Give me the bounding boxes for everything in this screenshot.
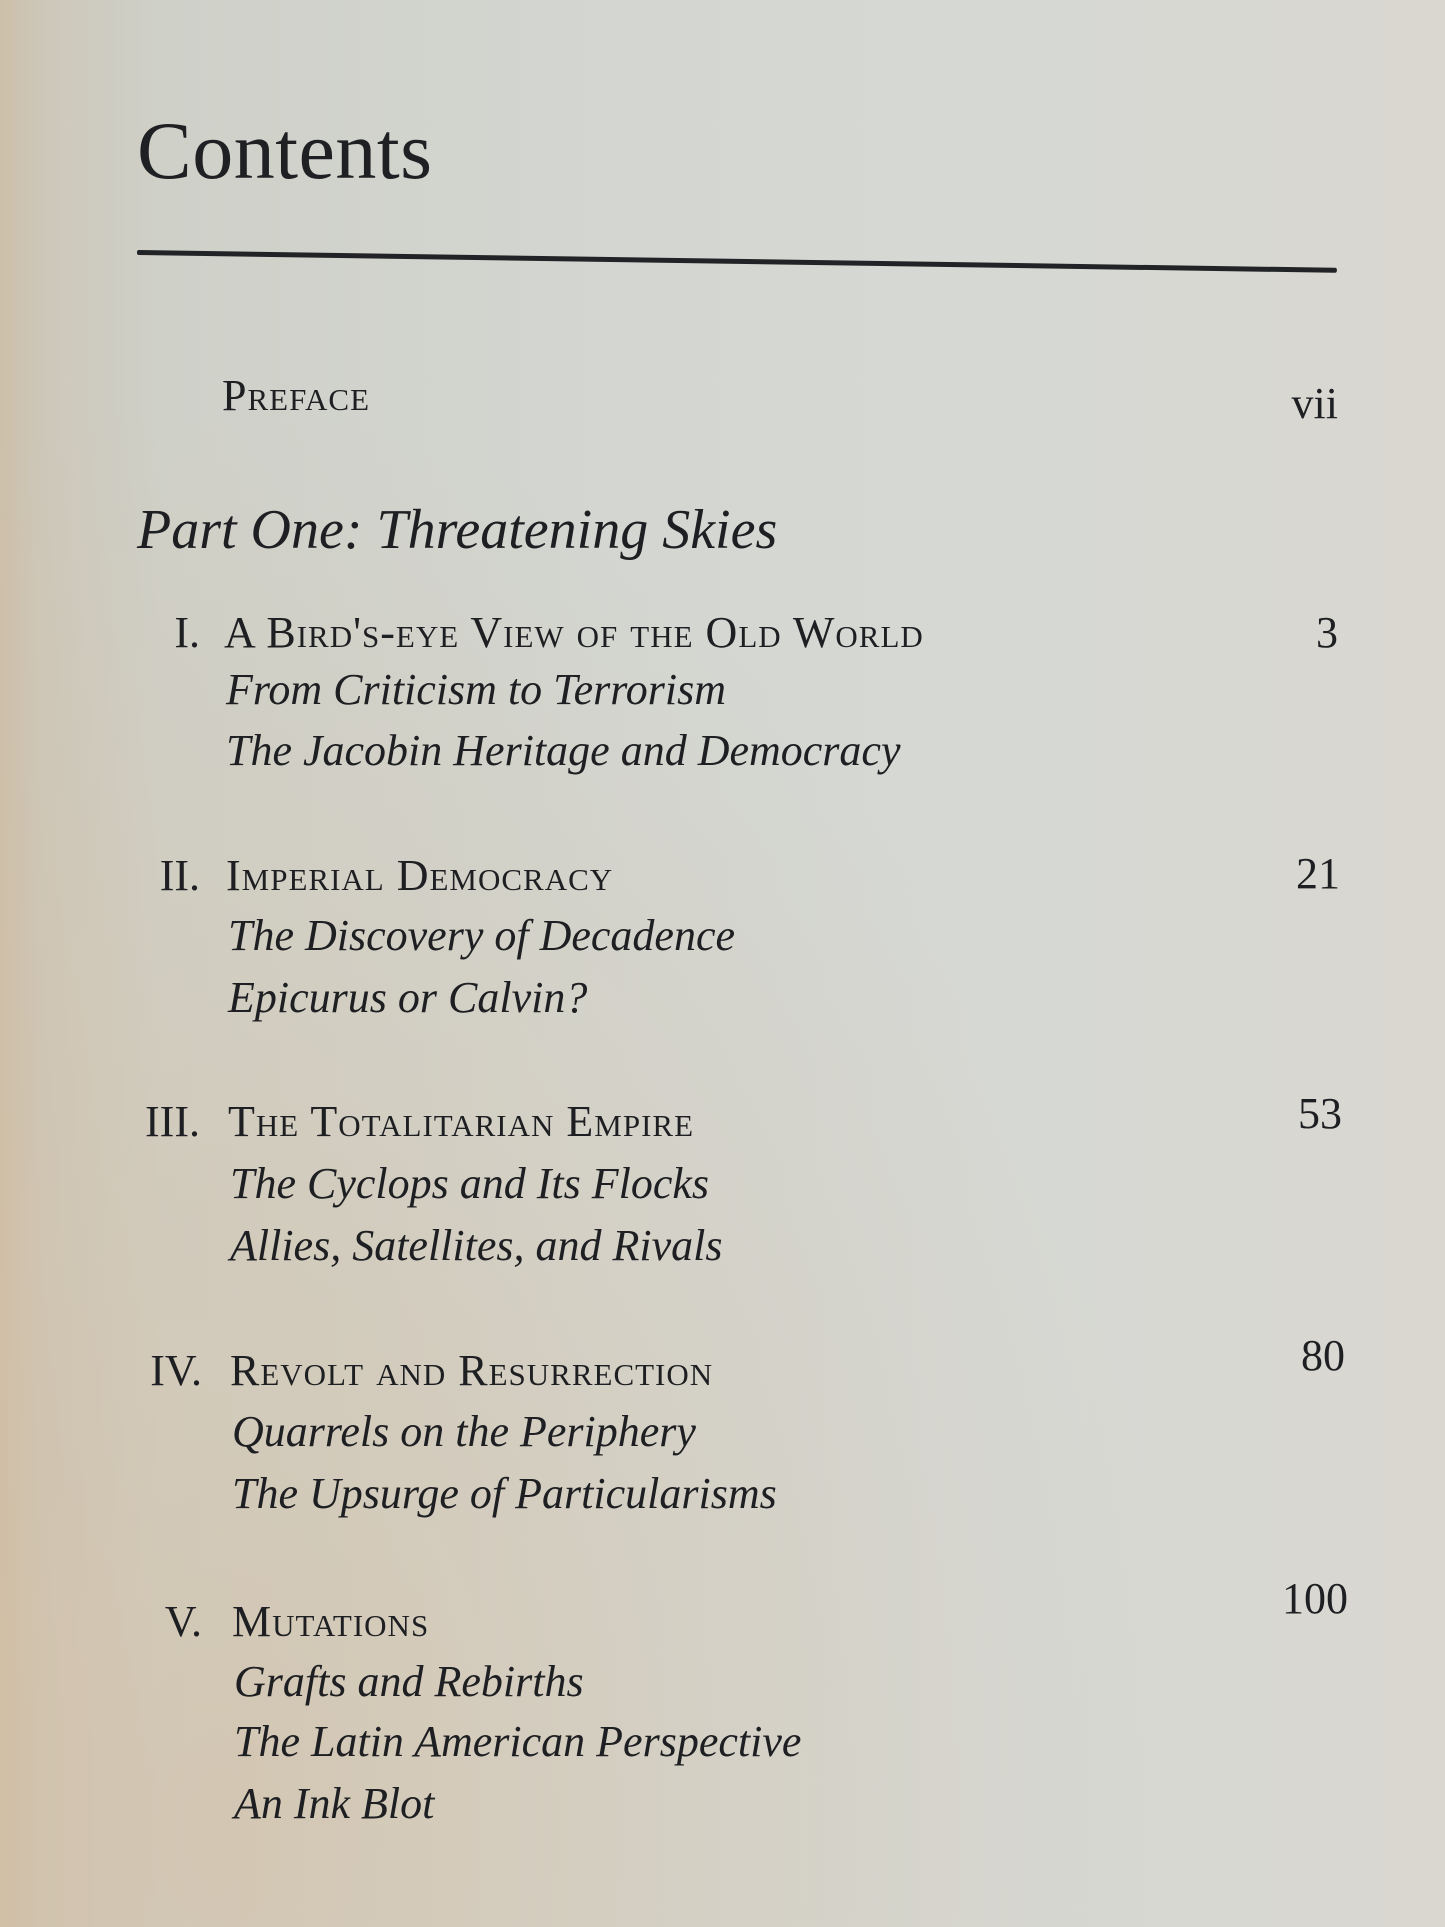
chapter-numeral: I. xyxy=(174,608,200,657)
chapter-title: Revolt and Resurrection xyxy=(230,1346,714,1395)
chapter-page-number: 3 xyxy=(1316,608,1338,657)
section-title: Epicurus or Calvin? xyxy=(228,973,588,1022)
section-title: The Upsurge of Particularisms xyxy=(232,1469,777,1518)
chapter-page-number: 21 xyxy=(1296,849,1340,898)
part-heading: Part One: Threatening Skies xyxy=(137,499,778,561)
preface-page-number: vii xyxy=(1291,379,1338,428)
section-title: The Jacobin Heritage and Democracy xyxy=(226,726,901,775)
section-title: Grafts and Rebirths xyxy=(234,1657,584,1706)
chapter-page-number: 80 xyxy=(1301,1331,1345,1380)
section-title: An Ink Blot xyxy=(234,1779,435,1828)
page-title: Contents xyxy=(137,105,433,196)
chapter-numeral: III. xyxy=(145,1097,200,1146)
section-title: The Cyclops and Its Flocks xyxy=(230,1159,710,1208)
section-title: The Latin American Perspective xyxy=(234,1717,802,1766)
section-title: From Criticism to Terrorism xyxy=(226,665,726,714)
chapter-page-number: 100 xyxy=(1282,1574,1348,1623)
chapter-numeral: II. xyxy=(159,851,200,900)
chapter-title: The Totalitarian Empire xyxy=(228,1097,695,1146)
preface-label: Preface xyxy=(222,371,371,420)
title-rule-divider xyxy=(137,250,1337,273)
chapter-numeral: V. xyxy=(164,1597,202,1646)
chapter-numeral: IV. xyxy=(150,1346,202,1395)
section-title: Allies, Satellites, and Rivals xyxy=(230,1221,723,1270)
chapter-title: Mutations xyxy=(232,1597,430,1646)
chapter-title: Imperial Democracy xyxy=(226,851,614,900)
section-title: Quarrels on the Periphery xyxy=(232,1407,696,1456)
chapter-page-number: 53 xyxy=(1298,1089,1342,1138)
section-title: The Discovery of Decadence xyxy=(228,911,736,960)
chapter-title: A Bird's-eye View of the Old World xyxy=(224,608,924,657)
